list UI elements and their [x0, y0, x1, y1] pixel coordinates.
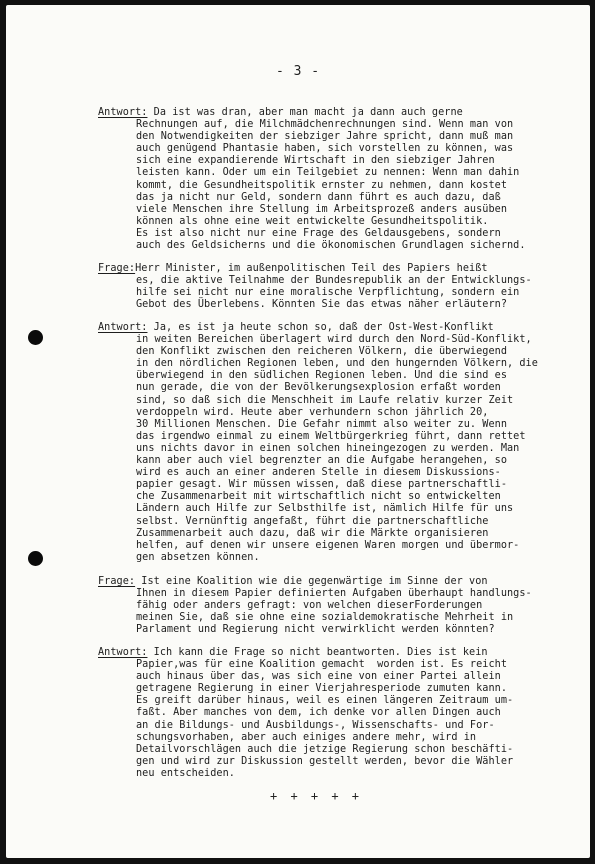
text-line [98, 491, 568, 503]
end-mark: + + + + + [270, 789, 363, 803]
text-line [98, 192, 568, 204]
line-text: Ländern auch Hilfe zur Selbsthilfe ist, nämlich Hilfe für uns [136, 503, 514, 515]
page-number: - 3 - [276, 64, 321, 79]
text-line [98, 119, 568, 131]
line-text: helfen, auf denen wir unsere eigenen Waren morgen und übermor- [136, 539, 520, 551]
text-line [98, 467, 568, 479]
text-line [98, 588, 568, 600]
line-text: Gebot des Überlebens. Könnten Sie das etwas näher erläutern? [136, 299, 508, 311]
line-text: hilfe sei nicht nur eine moralische Verpflichtung, sondern ein [136, 287, 520, 299]
line-text: in den nördlichen Regionen leben, und den hungernden Völkern, die [136, 358, 538, 370]
line-text: Zusammenarbeit auch dazu, daß wir die Märkte organisieren [136, 527, 489, 539]
line-text: viele Menschen ihre Stellung im Arbeitsprozeß anders ausüben [136, 203, 508, 215]
text-line [98, 455, 568, 467]
line-text: kann aber auch viel begrenzter an die Aufgabe herangehen, so [136, 455, 508, 467]
line-text: neu entscheiden. [136, 767, 235, 779]
line-text: auch des Geldsicherns und die ökonomischen Grundlagen sichernd. [136, 240, 526, 252]
text-line [98, 358, 568, 370]
question-block [98, 576, 568, 636]
line-text: kommt, die Gesundheitspolitik ernster zu nehmen, dann kostet [136, 179, 508, 191]
line-text: in weiten Bereichen überlagert wird durch den Nord-Süd-Konflikt, [136, 334, 532, 346]
text-line [98, 600, 568, 612]
line-text: fähig oder anders gefragt: von welchen dieserForderungen [136, 600, 483, 612]
question-block [98, 263, 568, 311]
line-text: gen absetzen können. [136, 551, 260, 563]
text-line [98, 263, 568, 275]
punch-hole [28, 330, 43, 345]
answer-block [98, 322, 568, 564]
line-text: Detailvorschlägen auch die jetzige Regierung schon beschäfti- [136, 743, 514, 755]
text-line [98, 612, 568, 624]
line-text: das ja nicht nur Geld, sondern dann führt es auch dazu, daß [136, 191, 501, 203]
line-text: es, die aktive Teilnahme der Bundesrepublik an der Entwicklungs- [136, 275, 532, 287]
text-line [98, 155, 568, 167]
line-text: überwiegend in den südlichen Regionen leben. Und die sind es [136, 370, 508, 382]
text-line [98, 322, 568, 334]
text-line [98, 395, 568, 407]
line-text: auch hinaus über das, was sich eine von einer Partei allein [136, 671, 501, 683]
line-text: den Notwendigkeiten der siebziger Jahre spricht, dann muß man [136, 131, 514, 143]
line-text: Es ist also nicht nur eine Frage des Geldausgebens, sondern [136, 227, 501, 239]
text-line [98, 576, 568, 588]
text-line [98, 334, 568, 346]
text-line [98, 732, 568, 744]
line-text: Papier,was für eine Koalition gemacht worden ist. Es reicht [136, 659, 508, 671]
text-line [98, 299, 568, 311]
line-text: an die Bildungs- und Ausbildungs-, Wissenschafts- und For- [136, 719, 495, 731]
text-line [98, 624, 568, 636]
text-line [98, 167, 568, 179]
text-line [98, 382, 568, 394]
text-line [98, 503, 568, 515]
text-line [98, 540, 568, 552]
line-text: Ihnen in diesem Papier definierten Aufgaben überhaupt handlungs- [136, 588, 532, 600]
line-text: meinen Sie, daß sie ohne eine sozialdemokratische Mehrheit in [136, 612, 514, 624]
text-line [98, 419, 568, 431]
line-text: können als ohne eine weit entwickelte Gesundheitspolitik. [136, 215, 489, 227]
text-line [98, 707, 568, 719]
text-line [98, 228, 568, 240]
line-text: Herr Minister, im außenpolitischen Teil des Papiers heißt [135, 263, 488, 274]
line-text: Ich kann die Frage so nicht beantworten. Dies ist kein [147, 647, 488, 658]
text-line [98, 407, 568, 419]
line-text: uns nichts davor in einen solchen hineingezogen zu werden. Man [136, 442, 520, 454]
line-text: gen und wird zur Diskussion gestellt werden, bevor die Wähler [136, 755, 514, 767]
text-line [98, 443, 568, 455]
text-line [98, 768, 568, 780]
line-text: che Zusammenarbeit mit wirtschaftlich nicht so entwickelten [136, 491, 501, 503]
answer-block [98, 107, 568, 252]
line-text: 30 Millionen Menschen. Die Gefahr nimmt also weiter zu. Wenn [136, 418, 508, 430]
text-line [98, 370, 568, 382]
line-text: den Konflikt zwischen den reicheren Völkern, die überwiegend [136, 346, 508, 358]
text-line [98, 131, 568, 143]
text-line [98, 204, 568, 216]
line-text: das irgendwo einmal zu einem Weltbürgerkrieg führt, dann rettet [136, 430, 526, 442]
speaker-label: Frage: [98, 263, 136, 274]
text-line [98, 528, 568, 540]
text-line [98, 275, 568, 287]
text-line [98, 744, 568, 756]
text-line [98, 180, 568, 192]
text-line [98, 552, 568, 564]
text-line [98, 287, 568, 299]
text-line [98, 720, 568, 732]
line-text: schungsvorhaben, aber auch einiges andere mehr, wird in [136, 731, 477, 743]
line-text: selbst. Vernünftig angefaßt, führt die partnerschaftliche [136, 515, 489, 527]
text-line [98, 346, 568, 358]
text-line [98, 216, 568, 228]
text-line [98, 431, 568, 443]
text-line [98, 240, 568, 252]
line-text: Ist eine Koalition wie die gegenwärtige im Sinne der von [135, 576, 488, 587]
answer-block [98, 647, 568, 780]
line-text: faßt. Aber manches von dem, ich denke vor allen Dingen auch [136, 707, 501, 719]
line-text: auch genügend Phantasie haben, sich vorstellen zu können, was [136, 143, 514, 155]
text-line [98, 695, 568, 707]
text-line [98, 671, 568, 683]
line-text: papier gesagt. Wir müssen wissen, daß diese partnerschaftli- [136, 479, 508, 491]
line-text: Ja, es ist ja heute schon so, daß der Ost-West-Konflikt [147, 322, 494, 333]
line-text: verdoppeln wird. Heute aber verhundern schon jährlich 20, [136, 406, 489, 418]
speaker-label: Antwort: [98, 647, 148, 658]
line-text: sich eine expandierende Wirtschaft in den siebziger Jahren [136, 155, 495, 167]
text-line [98, 107, 568, 119]
text-line [98, 143, 568, 155]
text-line [98, 683, 568, 695]
line-text: Parlament und Regierung nicht verwirklicht werden könnten? [136, 624, 495, 636]
text-line [98, 479, 568, 491]
speaker-label: Antwort: [98, 322, 148, 333]
line-text: wird es auch an einer anderen Stelle in diesem Diskussions- [136, 467, 501, 479]
text-line [98, 756, 568, 768]
line-text: Es greift darüber hinaus, weil es einen längeren Zeitraum um- [136, 695, 514, 707]
line-text: getragene Regierung in einer Vierjahresperiode zumuten kann. [136, 683, 508, 695]
line-text: nun gerade, die von der Bevölkerungsexplosion erfaßt worden [136, 382, 501, 394]
punch-hole [28, 551, 43, 566]
line-text: Rechnungen auf, die Milchmädchenrechnungen sind. Wenn man von [136, 119, 514, 131]
line-text: Da ist was dran, aber man macht ja dann auch gerne [147, 107, 463, 118]
text-line [98, 647, 568, 659]
line-text: sind, so daß sich die Menschheit im Laufe relativ kurzer Zeit [136, 394, 514, 406]
speaker-label: Antwort: [98, 107, 148, 118]
text-line [98, 659, 568, 671]
speaker-label: Frage: [98, 576, 136, 587]
text-line [98, 516, 568, 528]
line-text: leisten kann. Oder um ein Teilgebiet zu nennen: Wenn man dahin [136, 167, 520, 179]
